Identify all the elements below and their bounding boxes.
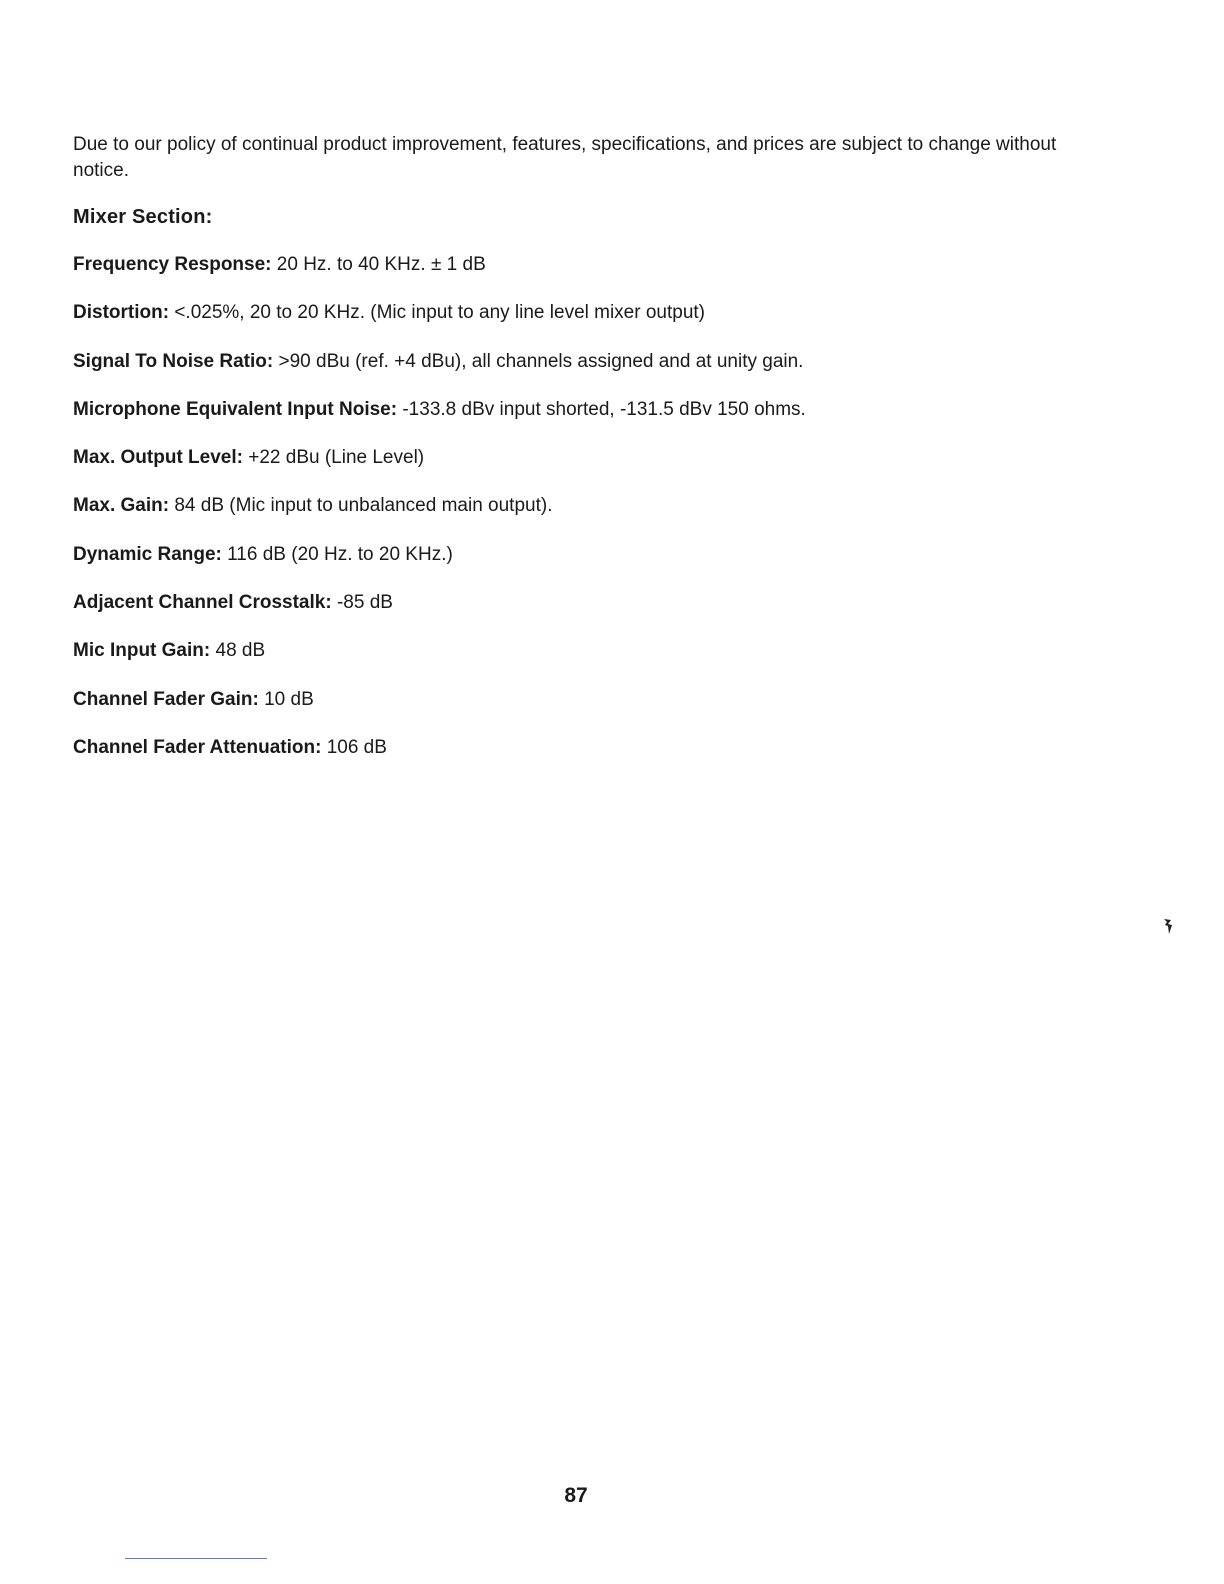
footer-rule xyxy=(125,1558,267,1559)
spec-value: 84 dB (Mic input to unbalanced main output). xyxy=(169,495,553,517)
spec-label: Channel Fader Gain: xyxy=(73,688,259,710)
spec-label: Adjacent Channel Crosstalk: xyxy=(73,592,332,614)
spec-value: 48 dB xyxy=(210,640,266,662)
spec-item-crosstalk xyxy=(73,590,1153,638)
spec-label: Frequency Response: xyxy=(73,254,272,275)
spec-value: -85 dB xyxy=(331,592,393,614)
spec-list xyxy=(73,252,1153,783)
spec-value: 10 dB xyxy=(258,688,314,710)
spec-value: 116 dB (20 Hz. to 20 KHz.) xyxy=(221,543,453,565)
spec-item-input-noise xyxy=(73,397,1153,445)
spec-item-distortion xyxy=(73,300,1153,348)
spec-label: Signal To Noise Ratio: xyxy=(73,350,274,372)
spec-item-dynamic-range xyxy=(73,542,1153,590)
spec-label: Dynamic Range: xyxy=(73,543,222,565)
spec-item-mic-input-gain xyxy=(73,638,1153,686)
spec-value: <.025%, 20 to 20 KHz. (Mic input to any line level mixer output) xyxy=(169,302,706,324)
spec-item-signal-to-noise xyxy=(73,349,1153,397)
page-number: 87 xyxy=(564,1484,588,1507)
spec-value: >90 dBu (ref. +4 dBu), all channels assigned and at unity gain. xyxy=(273,350,804,372)
spec-item-max-output-level xyxy=(73,445,1153,493)
spec-label: Distortion: xyxy=(73,302,170,324)
spec-item-fader-attenuation xyxy=(73,735,1153,783)
scan-artifact-mark xyxy=(1162,916,1174,936)
spec-label: Channel Fader Attenuation: xyxy=(73,736,322,758)
spec-label: Max. Gain: xyxy=(73,495,170,517)
spec-label: Microphone Equivalent Input Noise: xyxy=(73,398,398,420)
spec-item-fader-gain xyxy=(73,687,1153,735)
spec-value: +22 dBu (Line Level) xyxy=(242,447,425,469)
intro-paragraph: Due to our policy of continual product improvement, features, specifications, and prices are subject to change without notice. xyxy=(73,134,1057,181)
spec-label: Max. Output Level: xyxy=(73,447,243,469)
spec-label: Mic Input Gain: xyxy=(73,640,211,662)
spec-item-frequency-response xyxy=(73,252,1153,300)
section-heading: Mixer Section: xyxy=(73,206,213,228)
spec-value: 20 Hz. to 40 KHz. ± 1 dB xyxy=(271,254,486,275)
spec-value: -133.8 dBv input shorted, -131.5 dBv 150 ohms. xyxy=(397,398,806,420)
spec-item-max-gain xyxy=(73,493,1153,541)
spec-value: 106 dB xyxy=(321,736,387,758)
